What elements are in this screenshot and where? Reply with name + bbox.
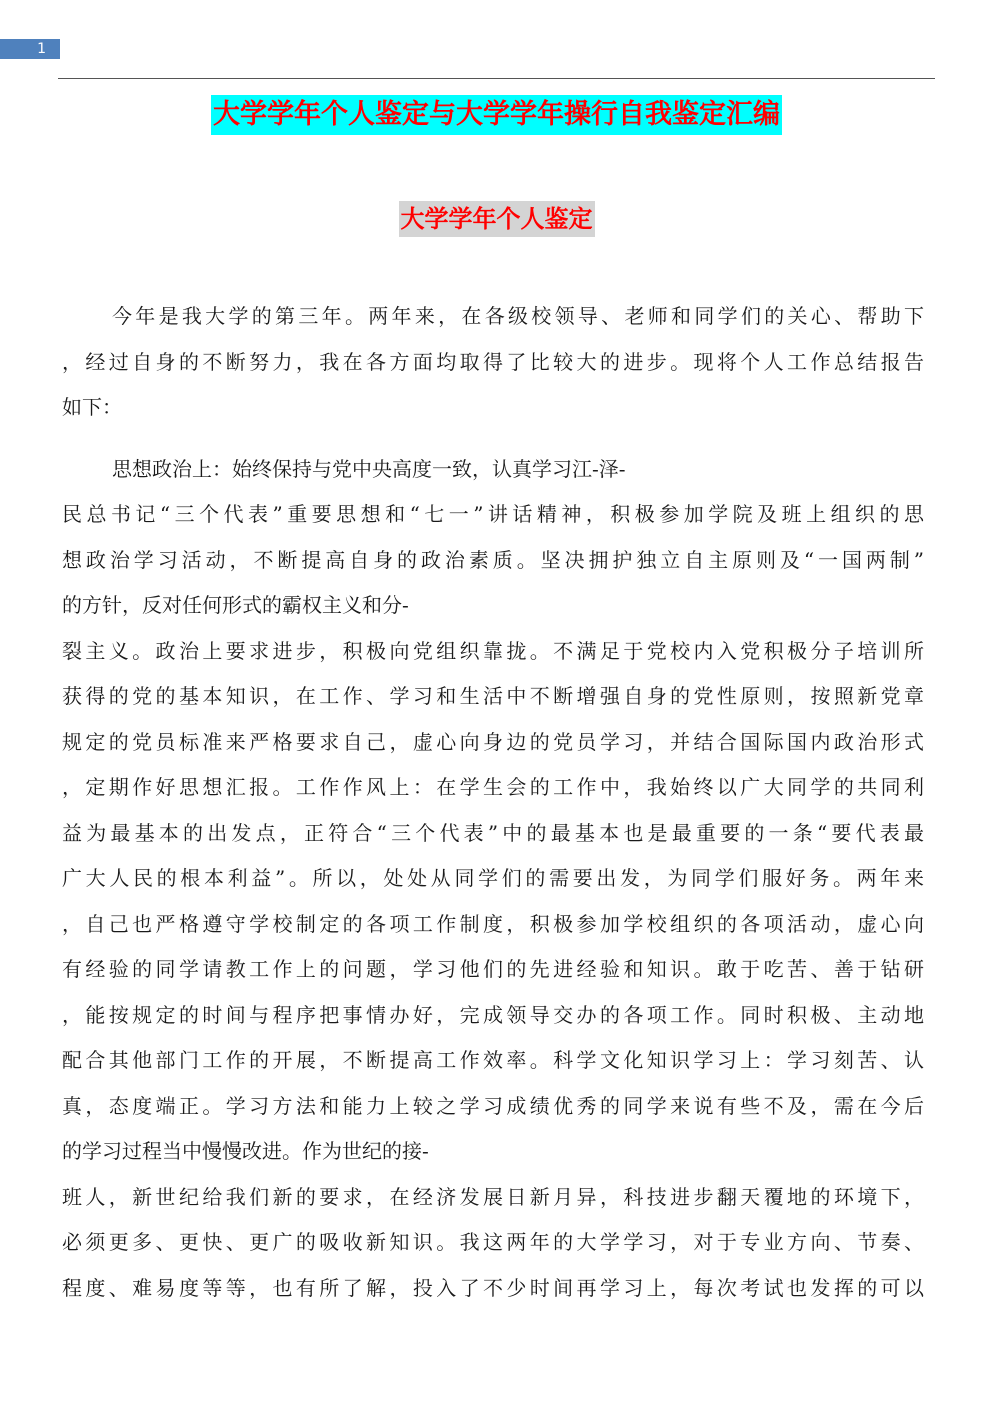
paragraph-line: 益为最基本的出发点，正符合“三个代表”中的最基本也是最重要的一条“要代表最: [62, 820, 924, 845]
section-heading-text: 大学学年个人鉴定: [399, 201, 595, 237]
section-heading: [0, 201, 993, 237]
paragraph-line: 获得的党的基本知识，在工作、学习和生活中不断增强自身的党性原则，按照新党章: [62, 684, 924, 708]
paragraph-line: 有经验的同学请教工作上的问题，学习他们的先进经验和知识。敢于吃苦、善于钻研: [62, 957, 924, 981]
paragraph-line: 程度、难易度等等，也有所了解，投入了不少时间再学习上，每次考试也发挥的可以: [62, 1275, 924, 1300]
paragraph-line: 裂主义。政治上要求进步，积极向党组织靠拢。不满足于党校内入党积极分子培训所: [62, 638, 924, 663]
paragraph-line: 规定的党员标准来严格要求自己，虚心向身边的党员学习，并结合国际国内政治形式: [62, 729, 924, 754]
paragraph-line: 真，态度端正。学习方法和能力上较之学习成绩优秀的同学来说有些不及，需在今后: [62, 1093, 924, 1118]
document-title: [0, 95, 993, 135]
document-body: [62, 294, 924, 1311]
paragraph-line: 如下：: [62, 395, 122, 419]
paragraph-line: ，自己也严格遵守学校制定的各项工作制度，积极参加学校组织的各项活动，虚心向: [62, 911, 924, 936]
paragraph-line: 配合其他部门工作的开展，不断提高工作效率。科学文化知识学习上：学习刻苦、认: [62, 1048, 924, 1072]
paragraph-line: 想政治学习活动，不断提高自身的政治素质。坚决拥护独立自主原则及“一国两制”: [62, 547, 924, 572]
paragraph-spacer: [62, 431, 924, 447]
document-title-text: 大学学年个人鉴定与大学学年操行自我鉴定汇编: [211, 95, 782, 135]
paragraph-line: 的学习过程当中慢慢改进。作为世纪的接-: [62, 1139, 429, 1163]
paragraph-line: 民总书记“三个代表”重要思想和“七一”讲话精神，积极参加学院及班上组织的思: [62, 502, 924, 526]
paragraph-line: 今年是我大学的第三年。两年来，在各级校领导、老师和同学们的关心、帮助下: [112, 304, 924, 328]
paragraph-line: 的方针，反对任何形式的霸权主义和分-: [62, 593, 409, 617]
paragraph-line: ，经过自身的不断努力，我在各方面均取得了比较大的进步。现将个人工作总结报告: [62, 349, 924, 374]
page-number-badge: 1: [0, 39, 60, 59]
paragraph-line: ，能按规定的时间与程序把事情办好，完成领导交办的各项工作。同时积极、主动地: [62, 1002, 924, 1027]
paragraph-line: ，定期作好思想汇报。工作作风上：在学生会的工作中，我始终以广大同学的共同利: [62, 775, 924, 799]
paragraph-line: 班人，新世纪给我们新的要求，在经济发展日新月异，科技进步翻天覆地的环境下，: [62, 1184, 924, 1209]
paragraph-line: 广大人民的根本利益”。所以，处处从同学们的需要出发，为同学们服好务。两年来: [62, 866, 924, 890]
header-divider: [58, 78, 935, 79]
paragraph-line: 必须更多、更快、更广的吸收新知识。我这两年的大学学习，对于专业方向、节奏、: [62, 1230, 924, 1254]
paragraph-line: 思想政治上：始终保持与党中央高度一致，认真学习江-泽-: [112, 456, 626, 481]
